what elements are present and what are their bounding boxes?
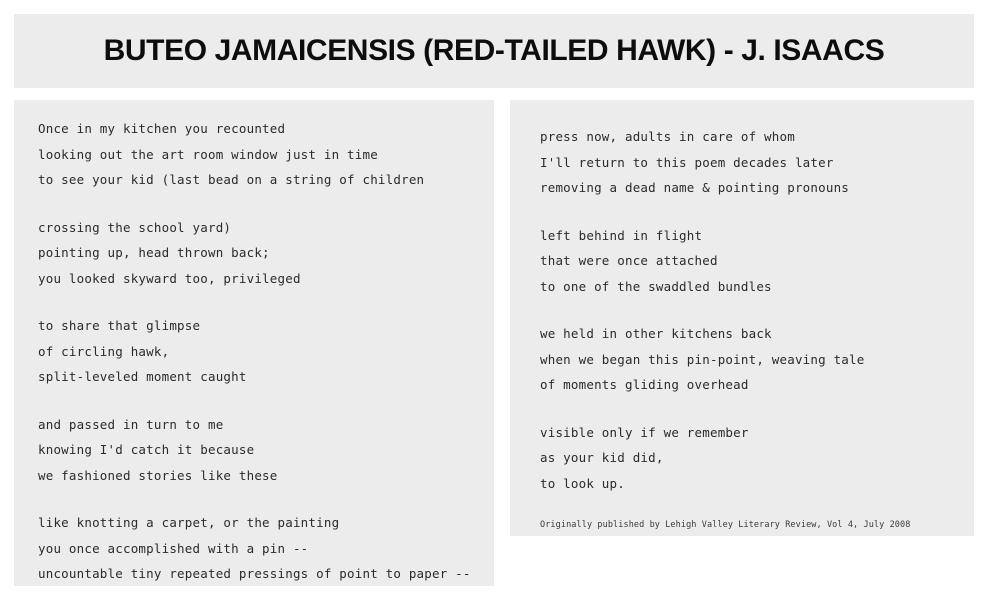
stanza [38,116,494,193]
title-banner [14,14,974,88]
page-title: BUTEO JAMAICENSIS (RED-TAILED HAWK) - J. ISAACS [103,34,885,67]
poem-line: split-leveled moment caught [38,369,247,384]
stanza [540,420,974,497]
poem-line: left behind in flight [540,227,703,243]
poem-line: of moments gliding overhead [540,377,749,392]
poem-line: visible only if we remember [540,424,749,440]
poem-line: crossing the school yard) [38,219,232,235]
poem-line: that were once attached [540,253,718,268]
poem-line: you once accomplished with a pin -- [38,540,309,556]
poem-line: to look up. [540,475,625,491]
stanza [540,223,974,300]
poem-column-left [14,100,494,586]
poem-line: and passed in turn to me [38,416,224,432]
stanza [38,412,494,489]
poem-line: we held in other kitchens back [540,326,772,341]
poem-line: I'll return to this poem decades later [540,154,834,170]
poem-columns [14,100,974,586]
poem-line: like knotting a carpet, or the painting [38,515,340,530]
poem-line: to see your kid (last bead on a string of children [38,172,425,187]
stanza [38,215,494,292]
stanza [38,313,494,390]
poem-line: looking out the art room window just in time [38,146,378,162]
poem-column-right [510,100,974,536]
poem-line: of circling hawk, [38,343,170,359]
poem-line: when we began this pin-point, weaving tale [540,351,865,367]
poem-line: to share that glimpse [38,318,201,333]
poem-line: we fashioned stories like these [38,467,278,483]
poem-line: removing a dead name & pointing pronouns [540,180,850,195]
poem-line: knowing I'd catch it because [38,442,255,457]
poem-line: to one of the swaddled bundles [540,278,772,294]
poem-line: you looked skyward too, privileged [38,270,301,286]
poem-line: as your kid did, [540,450,664,465]
poem-line: uncountable tiny repeated pressings of point to paper -- [38,566,471,581]
stanza [540,321,974,398]
poem-line: press now, adults in care of whom [540,129,795,144]
poem-line: pointing up, head thrown back; [38,245,270,260]
stanza [540,124,974,201]
stanza [38,510,494,587]
publication-credit: Originally published by Lehigh Valley Literary Review, Vol 4, July 2008 [540,520,911,530]
poem-line: Once in my kitchen you recounted [38,121,286,136]
